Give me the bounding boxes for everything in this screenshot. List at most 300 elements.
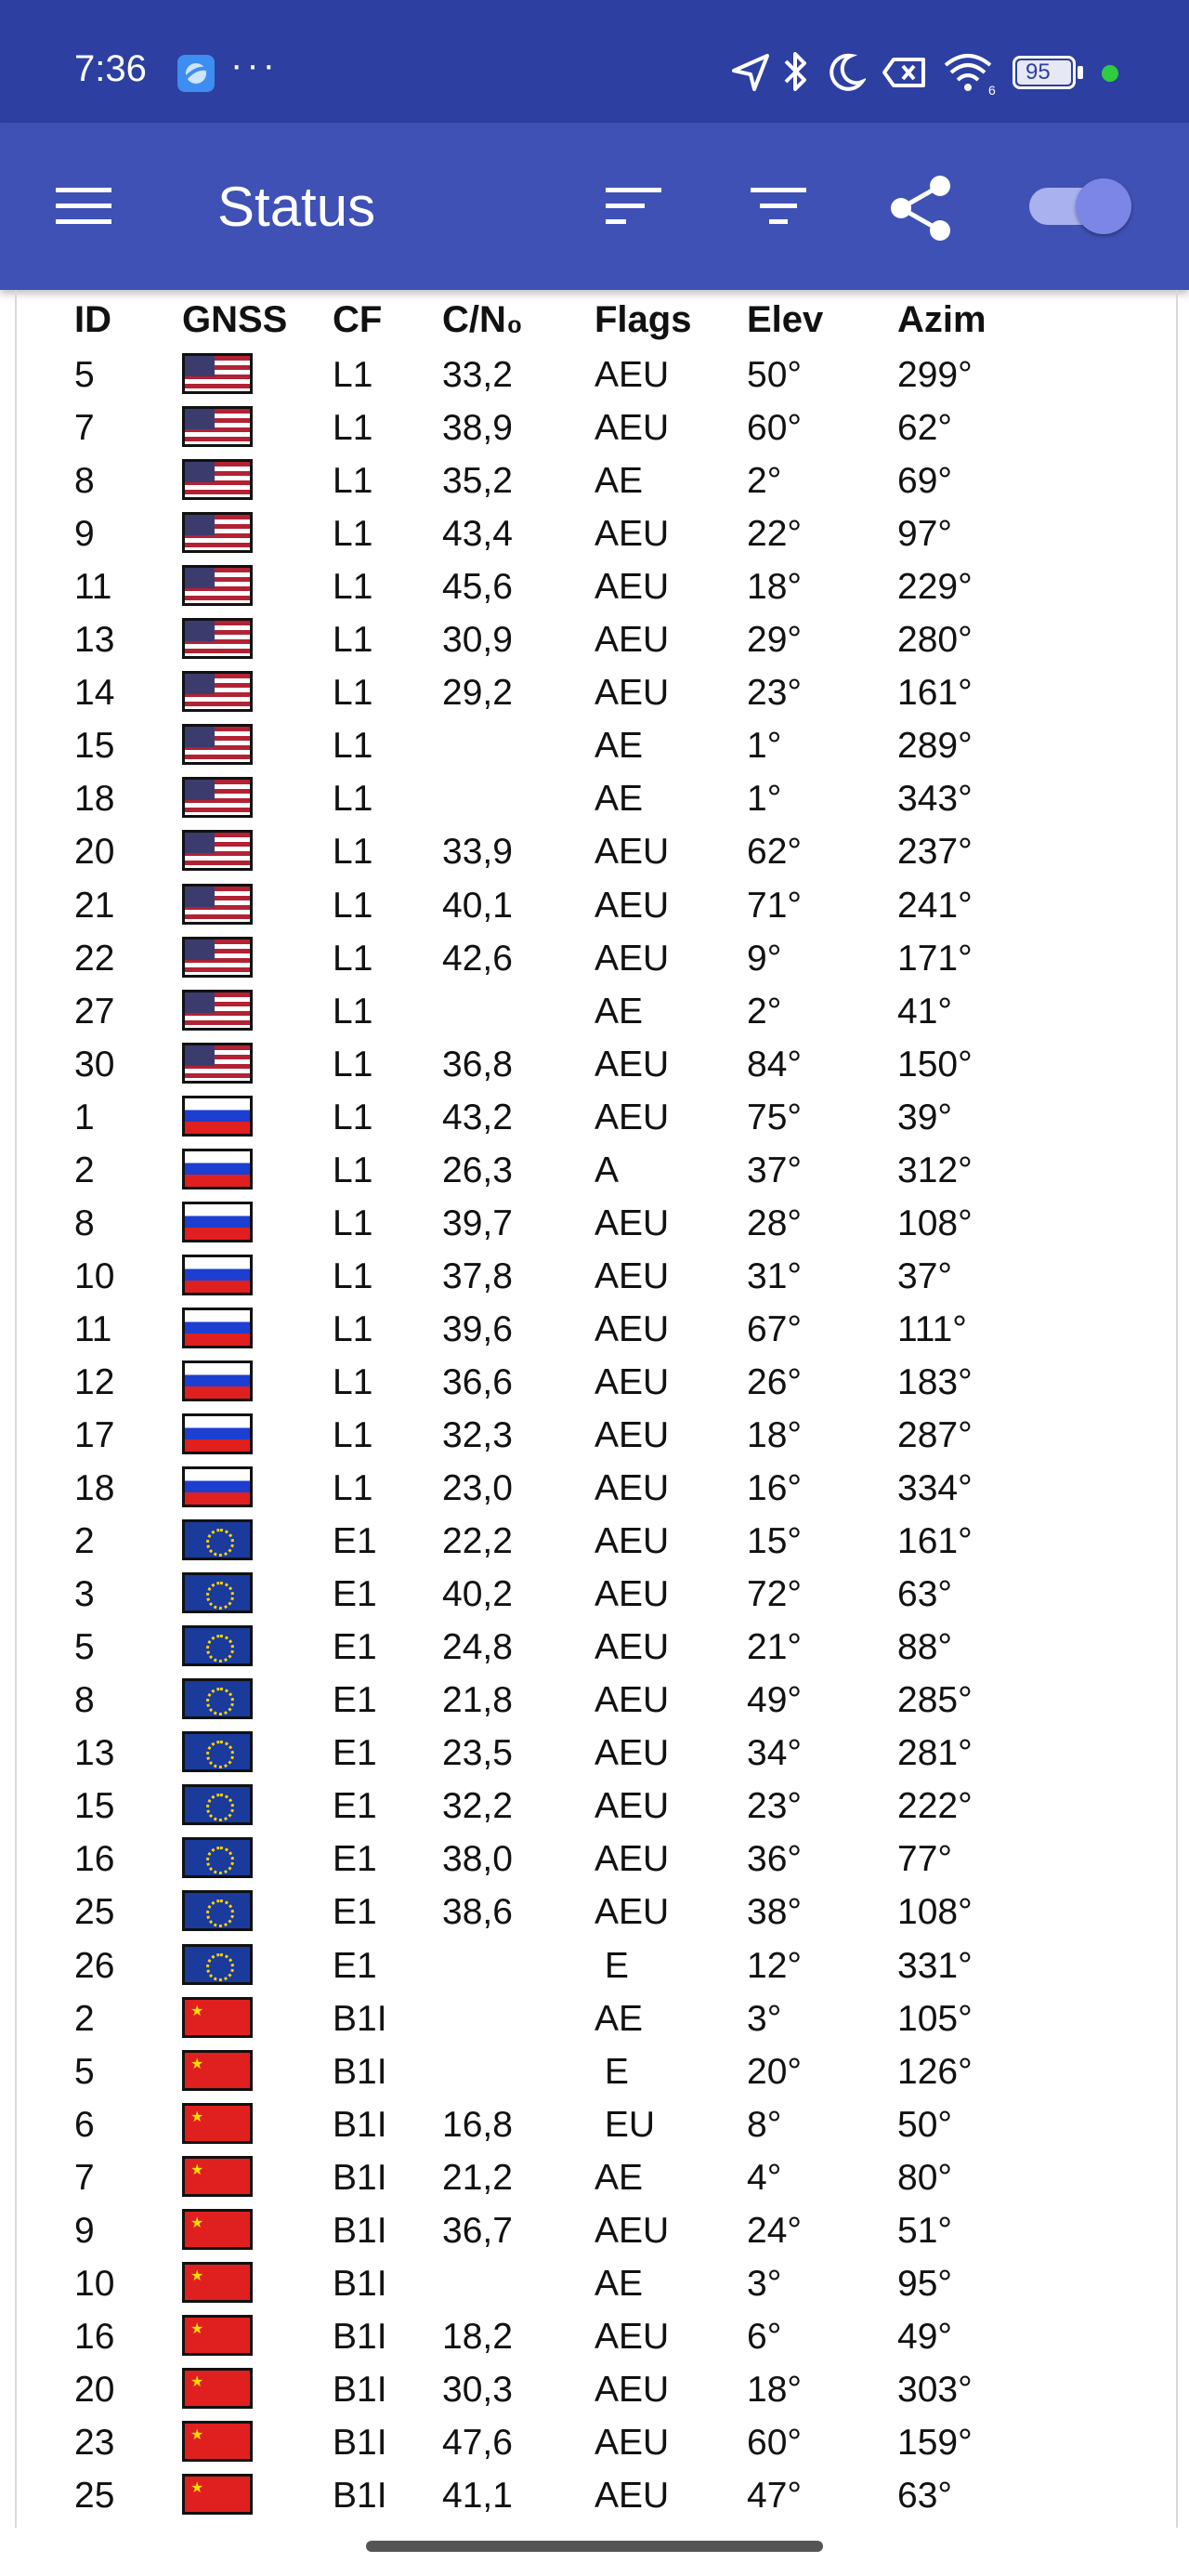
cell-elev: 18° — [747, 1415, 802, 1455]
table-row — [17, 1833, 1176, 1886]
cell-azim: 237° — [897, 832, 973, 873]
cell-flags: AEU — [594, 1255, 670, 1296]
cell-elev: 23° — [747, 1786, 802, 1827]
cell-id: 5 — [74, 2051, 95, 2092]
table-row — [17, 826, 1176, 879]
table-row — [17, 1198, 1176, 1251]
cell-cn0: 35,2 — [442, 461, 513, 502]
cell-elev: 8° — [747, 2104, 782, 2145]
cell-id: 5 — [74, 355, 95, 395]
cell-cn0: 32,3 — [442, 1415, 513, 1455]
cell-azim: 331° — [897, 1945, 973, 1986]
cell-cn0: 30,9 — [442, 620, 513, 661]
cell-flags: AEU — [594, 355, 670, 395]
table-row — [17, 1728, 1176, 1781]
us-flag-icon — [182, 406, 253, 447]
cell-elev: 18° — [747, 567, 802, 608]
ru-flag-icon — [182, 1202, 253, 1242]
cell-cf: B1I — [333, 2210, 387, 2251]
cell-flags: AE — [594, 461, 644, 502]
cell-cn0: 38,9 — [442, 408, 513, 449]
cell-cn0: 24,8 — [442, 1627, 513, 1668]
table-row — [17, 2205, 1176, 2258]
cell-cn0: 36,7 — [442, 2210, 513, 2251]
table-row — [17, 1145, 1176, 1198]
more-notifications-icon: ··· — [230, 45, 279, 85]
cell-id: 5 — [74, 1627, 95, 1668]
battery-level: 95 — [1026, 59, 1051, 85]
cell-cn0: 43,2 — [442, 1097, 513, 1137]
table-row — [17, 2311, 1176, 2364]
eu-flag-icon — [182, 1837, 253, 1878]
cell-cf: E1 — [333, 1786, 377, 1827]
app-notification-icon — [176, 54, 216, 93]
cell-cn0: 23,0 — [442, 1468, 513, 1509]
table-row — [17, 1516, 1176, 1569]
cell-flags: AE — [594, 2157, 644, 2198]
cell-azim: 183° — [897, 1361, 973, 1402]
table-row — [17, 614, 1176, 667]
table-row — [17, 1940, 1176, 1993]
table-row — [17, 986, 1176, 1039]
cell-cn0: 39,7 — [442, 1203, 513, 1243]
cell-azim: 303° — [897, 2369, 973, 2410]
table-row — [17, 2470, 1176, 2523]
cell-azim: 334° — [897, 1468, 973, 1509]
cell-azim: 63° — [897, 1574, 952, 1615]
cell-cf: E1 — [333, 1839, 377, 1880]
cell-cn0: 21,8 — [442, 1680, 513, 1721]
cn-flag-icon — [182, 2421, 253, 2462]
cell-flags: AEU — [594, 885, 670, 926]
cell-id: 13 — [74, 1733, 115, 1774]
cell-flags: AE — [594, 779, 644, 820]
table-row — [17, 1039, 1176, 1092]
cell-flags: AEU — [594, 1521, 670, 1562]
table-row — [17, 1092, 1176, 1145]
cell-cf: L1 — [333, 1044, 373, 1084]
sort-icon[interactable] — [604, 180, 663, 232]
cell-azim: 229° — [897, 567, 973, 608]
cell-id: 15 — [74, 1786, 115, 1827]
cell-id: 16 — [74, 1839, 115, 1880]
share-icon[interactable] — [886, 173, 957, 243]
moon-icon — [825, 48, 866, 97]
cell-cf: L1 — [333, 1150, 373, 1190]
table-row — [17, 1781, 1176, 1833]
cell-cf: L1 — [333, 726, 373, 767]
table-row — [17, 1357, 1176, 1410]
app-bar — [0, 123, 1189, 290]
cell-flags: AE — [594, 726, 644, 767]
cell-cf: E1 — [333, 1680, 377, 1721]
cell-cn0: 22,2 — [442, 1521, 513, 1562]
cell-cf: L1 — [333, 1097, 373, 1137]
us-flag-icon — [182, 565, 253, 606]
cn-flag-icon — [182, 2209, 253, 2250]
cell-id: 6 — [74, 2104, 95, 2145]
table-row — [17, 349, 1176, 402]
table-row — [17, 933, 1176, 986]
cell-id: 11 — [74, 1308, 112, 1349]
cell-cf: L1 — [333, 1308, 373, 1349]
cell-cn0: 38,0 — [442, 1839, 513, 1880]
cell-elev: 4° — [747, 2157, 782, 2198]
cell-elev: 50° — [747, 355, 802, 395]
cell-azim: 111° — [897, 1308, 967, 1349]
table-row — [17, 1622, 1176, 1675]
cell-azim: 37° — [897, 1255, 952, 1296]
cell-cf: L1 — [333, 1468, 373, 1509]
cell-cf: B1I — [333, 2476, 387, 2516]
cell-cf: E1 — [333, 1574, 377, 1615]
cell-elev: 21° — [747, 1627, 802, 1668]
cell-azim: 343° — [897, 779, 973, 820]
cell-cf: L1 — [333, 514, 373, 555]
cell-id: 25 — [74, 1892, 115, 1933]
eu-flag-icon — [182, 1625, 253, 1666]
menu-icon[interactable] — [54, 184, 113, 229]
cell-cf: L1 — [333, 673, 373, 714]
cell-cn0: 18,2 — [442, 2316, 513, 2357]
toggle-switch[interactable] — [1029, 177, 1131, 236]
cell-id: 10 — [74, 2263, 115, 2304]
eu-flag-icon — [182, 1731, 253, 1772]
cell-cf: B1I — [333, 2316, 387, 2357]
cell-flags: AEU — [594, 1786, 670, 1827]
cell-id: 20 — [74, 832, 115, 873]
cell-id: 8 — [74, 1203, 95, 1243]
cell-flags: AEU — [594, 1733, 670, 1774]
cn-flag-icon — [182, 2315, 253, 2356]
header-azim: Azim — [897, 299, 986, 340]
cell-azim: 289° — [897, 726, 973, 767]
cell-elev: 67° — [747, 1308, 802, 1349]
table-row — [17, 880, 1176, 933]
page-title: Status — [217, 176, 376, 238]
cell-azim: 287° — [897, 1415, 973, 1455]
cell-cn0: 38,6 — [442, 1892, 513, 1933]
cell-cf: L1 — [333, 1361, 373, 1402]
cell-id: 17 — [74, 1415, 115, 1455]
cell-flags: AEU — [594, 1415, 670, 1455]
cell-cf: B1I — [333, 1998, 387, 2039]
cell-cn0: 33,2 — [442, 355, 513, 395]
cell-cf: L1 — [333, 991, 373, 1032]
cell-cn0: 47,6 — [442, 2422, 513, 2463]
table-row — [17, 402, 1176, 455]
ru-flag-icon — [182, 1413, 253, 1454]
cell-elev: 3° — [747, 2263, 782, 2304]
wifi-icon — [942, 48, 1000, 97]
cell-cf: L1 — [333, 1203, 373, 1243]
cell-azim: 39° — [897, 1097, 952, 1137]
cell-elev: 24° — [747, 2210, 802, 2251]
cell-azim: 285° — [897, 1680, 973, 1721]
cell-azim: 312° — [897, 1150, 973, 1190]
cell-cn0: 41,1 — [442, 2476, 513, 2516]
cell-id: 2 — [74, 1521, 95, 1562]
cell-flags: AEU — [594, 2316, 670, 2357]
us-flag-icon — [182, 512, 253, 553]
cell-cf: B1I — [333, 2422, 387, 2463]
cell-elev: 47° — [747, 2476, 802, 2516]
cell-cn0: 30,3 — [442, 2369, 513, 2410]
status-bar — [0, 0, 1189, 123]
eu-flag-icon — [182, 1572, 253, 1613]
cn-flag-icon — [182, 2368, 253, 2409]
cell-id: 11 — [74, 567, 112, 608]
cell-elev: 49° — [747, 1680, 802, 1721]
cell-cn0: 40,2 — [442, 1574, 513, 1615]
cell-flags: AEU — [594, 1361, 670, 1402]
cell-elev: 31° — [747, 1255, 802, 1296]
cell-id: 22 — [74, 938, 115, 979]
gesture-nav-bar[interactable] — [366, 2541, 823, 2552]
cell-flags: AEU — [594, 620, 670, 661]
cell-cf: L1 — [333, 461, 373, 502]
cell-elev: 12° — [747, 1945, 802, 1986]
cell-azim: 161° — [897, 1521, 973, 1562]
cell-elev: 72° — [747, 1574, 802, 1615]
cell-id: 9 — [74, 2210, 95, 2251]
us-flag-icon — [182, 459, 253, 500]
cell-id: 8 — [74, 461, 95, 502]
cell-cn0: 29,2 — [442, 673, 513, 714]
cell-id: 7 — [74, 2157, 95, 2198]
cell-azim: 108° — [897, 1892, 973, 1933]
cell-azim: 77° — [897, 1839, 952, 1880]
cell-id: 8 — [74, 1680, 95, 1721]
table-row — [17, 2152, 1176, 2205]
cell-cf: E1 — [333, 1945, 377, 1986]
cell-elev: 28° — [747, 1203, 802, 1243]
eu-flag-icon — [182, 1519, 253, 1560]
ru-flag-icon — [182, 1255, 253, 1295]
cell-id: 18 — [74, 779, 115, 820]
header-elev: Elev — [747, 299, 824, 340]
header-flags: Flags — [594, 299, 692, 340]
cell-elev: 16° — [747, 1468, 802, 1509]
cell-elev: 84° — [747, 1044, 802, 1084]
cell-cf: E1 — [333, 1892, 377, 1933]
table-row — [17, 455, 1176, 508]
cell-cn0: 26,3 — [442, 1150, 513, 1190]
cell-id: 3 — [74, 1574, 95, 1615]
table-row — [17, 2046, 1176, 2099]
cell-cn0: 39,6 — [442, 1308, 513, 1349]
cell-azim: 105° — [897, 1998, 973, 2039]
us-flag-icon — [182, 671, 253, 712]
eu-flag-icon — [182, 1678, 253, 1719]
cell-cn0: 40,1 — [442, 885, 513, 926]
cell-id: 21 — [74, 885, 115, 926]
cell-cn0: 16,8 — [442, 2104, 513, 2145]
cell-azim: 41° — [897, 991, 952, 1032]
cell-elev: 1° — [747, 779, 782, 820]
cell-flags: AEU — [594, 1839, 670, 1880]
filter-icon[interactable] — [749, 180, 808, 232]
cn-flag-icon — [182, 1997, 253, 2038]
cell-flags: E — [594, 2051, 629, 2092]
cell-flags: AEU — [594, 673, 670, 714]
us-flag-icon — [182, 884, 253, 925]
cell-flags: AEU — [594, 832, 670, 873]
cell-azim: 161° — [897, 673, 973, 714]
header-id: ID — [74, 299, 111, 340]
us-flag-icon — [182, 830, 253, 871]
cell-flags: AEU — [594, 1097, 670, 1137]
table-row — [17, 1410, 1176, 1463]
table-row — [17, 1993, 1176, 2046]
eu-flag-icon — [182, 1890, 253, 1931]
cell-elev: 60° — [747, 408, 802, 449]
cell-id: 14 — [74, 673, 115, 714]
cell-cf: L1 — [333, 1255, 373, 1296]
cell-id: 2 — [74, 1998, 95, 2039]
us-flag-icon — [182, 618, 253, 659]
cell-flags: AE — [594, 1998, 644, 2039]
cell-elev: 23° — [747, 673, 802, 714]
cell-cn0: 33,9 — [442, 832, 513, 873]
table-row — [17, 1463, 1176, 1516]
cell-azim: 222° — [897, 1786, 973, 1827]
us-flag-icon — [182, 990, 253, 1031]
cell-id: 13 — [74, 620, 115, 661]
cell-cn0: 42,6 — [442, 938, 513, 979]
table-row — [17, 2258, 1176, 2311]
table-row — [17, 773, 1176, 826]
cell-azim: 159° — [897, 2422, 973, 2463]
svg-text:6: 6 — [988, 83, 996, 97]
cell-azim: 49° — [897, 2316, 952, 2357]
cell-azim: 63° — [897, 2476, 952, 2516]
table-row — [17, 2417, 1176, 2470]
cell-flags: AEU — [594, 514, 670, 555]
cell-cf: L1 — [333, 938, 373, 979]
cell-cn0: 45,6 — [442, 567, 513, 608]
cell-cf: L1 — [333, 832, 373, 873]
cell-cn0: 36,6 — [442, 1361, 513, 1402]
cell-azim: 80° — [897, 2157, 952, 2198]
charging-dot-icon — [1102, 65, 1118, 82]
us-flag-icon — [182, 1043, 253, 1084]
cell-flags: AEU — [594, 1203, 670, 1243]
cell-cn0: 23,5 — [442, 1733, 513, 1774]
cell-cf: L1 — [333, 779, 373, 820]
cell-id: 7 — [74, 408, 95, 449]
cell-id: 12 — [74, 1361, 115, 1402]
cell-azim: 281° — [897, 1733, 973, 1774]
cell-id: 23 — [74, 2422, 115, 2463]
cell-cn0: 21,2 — [442, 2157, 513, 2198]
header-cf: CF — [333, 299, 383, 340]
cell-flags: AEU — [594, 938, 670, 979]
cell-elev: 1° — [747, 726, 782, 767]
satellite-status-table — [15, 290, 1178, 2528]
table-row — [17, 667, 1176, 720]
cell-elev: 20° — [747, 2051, 802, 2092]
cell-cf: E1 — [333, 1627, 377, 1668]
cell-id: 9 — [74, 514, 95, 555]
cell-id: 15 — [74, 726, 115, 767]
cell-flags: AEU — [594, 2369, 670, 2410]
cell-cf: B1I — [333, 2104, 387, 2145]
cell-flags: AE — [594, 2263, 644, 2304]
ru-flag-icon — [182, 1308, 253, 1348]
us-flag-icon — [182, 353, 253, 394]
cell-cf: B1I — [333, 2051, 387, 2092]
cell-flags: AEU — [594, 2210, 670, 2251]
cell-elev: 36° — [747, 1839, 802, 1880]
cell-azim: 69° — [897, 461, 952, 502]
cell-azim: 95° — [897, 2263, 952, 2304]
cell-elev: 37° — [747, 1150, 802, 1190]
cell-cf: B1I — [333, 2157, 387, 2198]
table-row — [17, 720, 1176, 773]
cell-flags: AEU — [594, 1468, 670, 1509]
header-cn0: C/N₀ — [442, 299, 523, 340]
header-gnss: GNSS — [182, 299, 288, 340]
cell-azim: 88° — [897, 1627, 952, 1668]
cell-cn0: 43,4 — [442, 514, 513, 555]
cell-azim: 108° — [897, 1203, 973, 1243]
battery-saver-icon — [881, 48, 927, 97]
cell-flags: AE — [594, 991, 644, 1032]
table-row — [17, 508, 1176, 561]
cell-elev: 75° — [747, 1097, 802, 1137]
battery-icon — [1013, 56, 1083, 89]
cn-flag-icon — [182, 2156, 253, 2197]
cell-elev: 60° — [747, 2422, 802, 2463]
cell-azim: 241° — [897, 885, 973, 926]
eu-flag-icon — [182, 1784, 253, 1825]
table-row — [17, 1304, 1176, 1357]
cell-elev: 18° — [747, 2369, 802, 2410]
cell-elev: 2° — [747, 461, 782, 502]
cell-elev: 3° — [747, 1998, 782, 2039]
cell-azim: 299° — [897, 355, 973, 395]
table-row — [17, 1569, 1176, 1622]
cell-cf: L1 — [333, 1415, 373, 1455]
cell-elev: 71° — [747, 885, 802, 926]
cell-id: 30 — [74, 1044, 115, 1084]
cell-id: 2 — [74, 1150, 95, 1190]
us-flag-icon — [182, 937, 253, 978]
cell-flags: EU — [594, 2104, 656, 2145]
cell-cf: B1I — [333, 2369, 387, 2410]
cell-flags: AEU — [594, 567, 670, 608]
cell-azim: 150° — [897, 1044, 973, 1084]
cell-id: 1 — [74, 1097, 95, 1137]
ru-flag-icon — [182, 1149, 253, 1189]
us-flag-icon — [182, 777, 253, 818]
cn-flag-icon — [182, 2474, 253, 2515]
cell-flags: AEU — [594, 1308, 670, 1349]
cell-id: 26 — [74, 1945, 115, 1986]
cn-flag-icon — [182, 2262, 253, 2303]
cell-id: 20 — [74, 2369, 115, 2410]
cn-flag-icon — [182, 2103, 253, 2144]
cell-azim: 126° — [897, 2051, 973, 2092]
cell-cf: L1 — [333, 620, 373, 661]
cell-flags: AEU — [594, 2422, 670, 2463]
cell-id: 10 — [74, 1255, 115, 1296]
cell-flags: AEU — [594, 1892, 670, 1933]
cell-elev: 2° — [747, 991, 782, 1032]
cell-id: 27 — [74, 991, 115, 1032]
cell-elev: 38° — [747, 1892, 802, 1933]
